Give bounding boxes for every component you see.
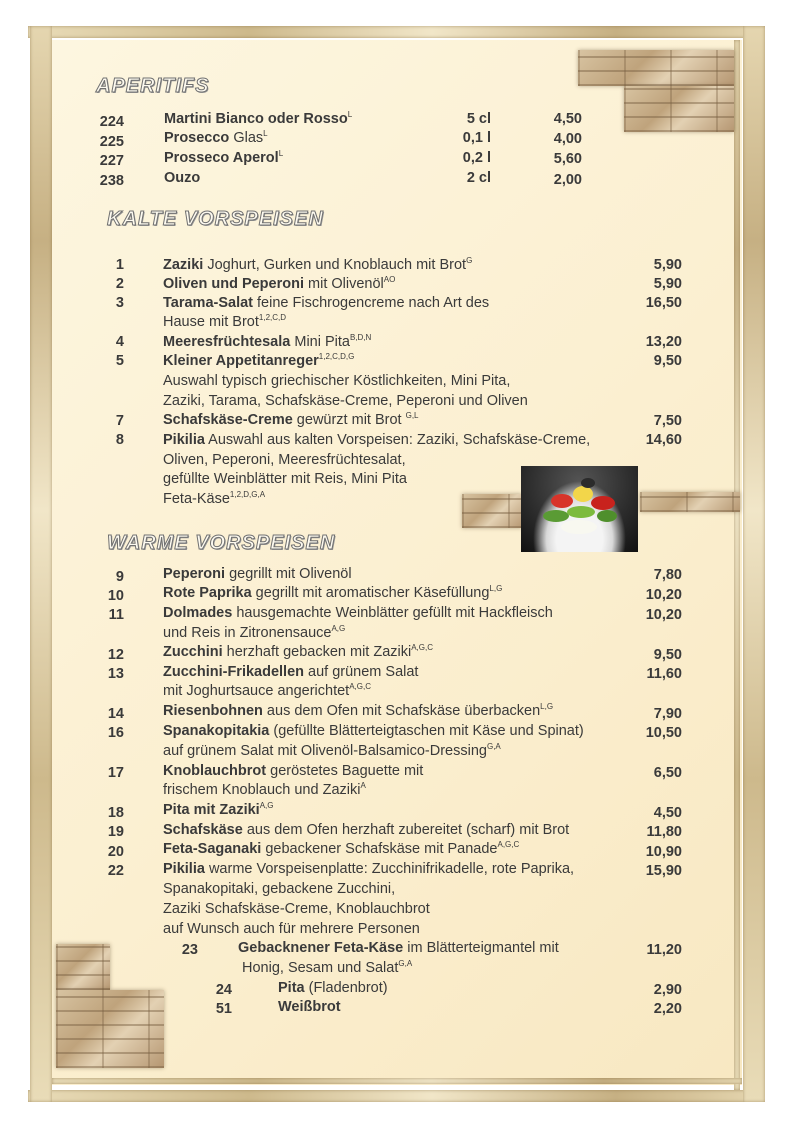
aperitif-size: 2 cl [466, 170, 491, 186]
item-number: 12 [107, 647, 124, 663]
item-number: 22 [107, 863, 124, 879]
item-price: 10,20 [645, 607, 682, 623]
item-number: 11 [108, 607, 124, 623]
item-description: Oliven und Peperoni mit Olivenöl$^{AO}$ [163, 275, 396, 292]
item-description: Zucchini herzhaft gebacken mit Zaziki$^{A,G,C}$ [163, 643, 433, 660]
item-price: 14,60 [645, 432, 682, 448]
aperitif-name: Prosecco Glas$^L$ [164, 129, 268, 146]
aperitif-size: 5 cl [466, 111, 491, 127]
item-number: 17 [107, 765, 124, 781]
aperitif-price: 5,60 [553, 151, 582, 167]
stone-wall-bottom-left [56, 990, 164, 1068]
item-description: Spanakopitakia (gefüllte Blätterteigtaschen mit Käse und Spinat) [163, 723, 584, 739]
item-description: Pita mit Zaziki$^{A,G}$ [163, 801, 274, 818]
aperitif-price: 4,50 [553, 111, 582, 127]
item-description-line: frischem Knoblauch und Zaziki$^A$ [163, 781, 366, 798]
item-description-line: auf Wunsch auch für mehrere Personen [163, 921, 420, 937]
item-price: 7,80 [653, 567, 682, 583]
stone-wall-top-right [578, 50, 734, 86]
frame-right [743, 26, 765, 1102]
item-description-line: Auswahl typisch griechischer Köstlichkeiten, Mini Pita, [163, 373, 511, 389]
item-number: 18 [107, 805, 124, 821]
aperitif-size: 0,1 l [462, 130, 491, 146]
item-description: Feta-Saganaki gebackener Schafskäse mit Panade$^{A,G,C}$ [163, 840, 520, 857]
item-price: 11,20 [646, 942, 682, 958]
item-description-line: Honig, Sesam und Salat$^{G,A}$ [242, 959, 413, 976]
item-number: 14 [107, 706, 124, 722]
aperitif-name: Ouzo [164, 170, 201, 186]
item-description: Pikilia warme Vorspeisenplatte: Zucchinifrikadelle, rote Paprika, [163, 861, 575, 877]
item-description: Gebacknener Feta-Käse im Blätterteigmantel mit [238, 940, 559, 956]
item-description: Knoblauchbrot geröstetes Baguette mit [163, 763, 424, 779]
item-description: Meeresfrüchtesala Mini Pita$^{B,D,N}$ [163, 333, 372, 350]
item-price: 10,20 [645, 587, 682, 603]
item-description-line: Spanakopitaki, gebackene Zucchini, [163, 881, 396, 897]
aperitif-name: Prosseco Aperol$^L$ [164, 149, 284, 166]
item-number: 24 [215, 982, 232, 998]
frame-top [28, 26, 763, 38]
item-description: Dolmades hausgemachte Weinblätter gefüllt mit Hackfleisch [163, 605, 553, 621]
frame-right-inner [734, 40, 740, 1090]
item-number: 8 [115, 432, 124, 448]
item-description-line: Feta-Käse$^{1,2,D,G,A}$ [163, 490, 266, 507]
item-number: 2 [115, 276, 124, 292]
item-price: 15,90 [645, 863, 682, 879]
item-price: 7,50 [653, 413, 682, 429]
item-number: 3 [115, 295, 124, 311]
item-price: 9,50 [653, 647, 682, 663]
item-description-line: Oliven, Peperoni, Meeresfrüchtesalat, [163, 452, 406, 468]
item-description-line: Zaziki Schafskäse-Creme, Knoblauchbrot [163, 901, 430, 917]
item-price: 10,90 [645, 844, 682, 860]
item-number: 23 [181, 942, 198, 958]
stone-wall-bottom-left-upper [56, 944, 110, 990]
item-description: Riesenbohnen aus dem Ofen mit Schafskäse überbacken$^{L,G}$ [163, 702, 554, 719]
item-price: 11,60 [646, 666, 682, 682]
item-number: 1 [115, 257, 124, 273]
item-price: 10,50 [645, 725, 682, 741]
aperitif-price: 4,00 [553, 131, 582, 147]
stone-wall-top-right-lower [624, 86, 734, 132]
item-price: 5,90 [653, 276, 682, 292]
frame-bottom [28, 1090, 763, 1102]
item-number: 51 [215, 1001, 232, 1017]
item-number: 7 [115, 413, 124, 429]
aperitif-price: 2,00 [553, 172, 582, 188]
item-description: Kleiner Appetitanreger$^{1,2,C,D,G}$ [163, 352, 355, 369]
aperitif-name: Martini Bianco oder Rosso$^L$ [164, 110, 353, 127]
item-price: 16,50 [645, 295, 682, 311]
item-description: Pikilia Auswahl aus kalten Vorspeisen: Zaziki, Schafskäse-Creme, [163, 432, 591, 448]
item-price: 7,90 [653, 706, 682, 722]
item-number: 10 [107, 588, 124, 604]
aperitif-size: 0,2 l [462, 150, 491, 166]
item-number: 20 [107, 844, 124, 860]
frame-left [30, 26, 52, 1102]
item-description: Schafskäse aus dem Ofen herzhaft zubereitet (scharf) mit Brot [163, 822, 570, 838]
item-number: 4 [115, 334, 124, 350]
aperitif-number: 225 [99, 134, 124, 150]
item-number: 9 [115, 569, 124, 585]
item-number: 5 [115, 353, 124, 369]
item-description: Schafskäse-Creme gewürzt mit Brot $^{G,L}$ [163, 411, 419, 428]
salad-bowl-image [521, 466, 638, 552]
item-price: 4,50 [653, 805, 682, 821]
item-description: Zucchini-Frikadellen auf grünem Salat [163, 664, 419, 680]
stone-wall-middle-left [462, 494, 522, 528]
item-number: 19 [107, 824, 124, 840]
aperitif-number: 238 [99, 173, 124, 189]
frame-bottom-inner [52, 1078, 742, 1084]
item-description-line: Zaziki, Tarama, Schafskäse-Creme, Peperoni und Oliven [163, 393, 528, 409]
aperitif-number: 224 [99, 114, 124, 130]
stone-wall-middle-right [640, 492, 740, 512]
section-heading-kalte-vorspeisen: KALTE VORSPEISEN [107, 208, 324, 230]
item-description-line: mit Joghurtsauce angerichtet$^{A,G,C}$ [163, 682, 371, 699]
item-price: 9,50 [653, 353, 682, 369]
aperitif-number: 227 [99, 153, 124, 169]
item-description: Rote Paprika gegrillt mit aromatischer Käsefüllung$^{L,G}$ [163, 584, 503, 601]
item-price: 13,20 [645, 334, 682, 350]
item-number: 13 [107, 666, 124, 682]
item-price: 2,90 [653, 982, 682, 998]
item-price: 5,90 [653, 257, 682, 273]
item-price: 2,20 [653, 1001, 682, 1017]
item-description-line: Hause mit Brot$^{1,2,C,D}$ [163, 313, 287, 330]
item-description-line: und Reis in Zitronensauce$^{A,G}$ [163, 624, 346, 641]
item-description: Pita (Fladenbrot) [278, 980, 388, 996]
item-description: Weißbrot [278, 999, 341, 1015]
item-description: Peperoni gegrillt mit Olivenöl [163, 566, 352, 582]
item-number: 16 [107, 725, 124, 741]
item-description-line: auf grünem Salat mit Olivenöl-Balsamico-Dressing$^{G,A}$ [163, 742, 501, 759]
item-description-line: gefüllte Weinblätter mit Reis, Mini Pita [163, 471, 407, 487]
item-price: 11,80 [646, 824, 682, 840]
section-heading-aperitifs: APERITIFS [96, 75, 210, 97]
item-description: Tarama-Salat feine Fischrogencreme nach Art des [163, 295, 490, 311]
item-price: 6,50 [653, 765, 682, 781]
section-heading-warme-vorspeisen: WARME VORSPEISEN [107, 532, 336, 554]
item-description: Zaziki Joghurt, Gurken und Knoblauch mit Brot$^G$ [163, 256, 473, 273]
